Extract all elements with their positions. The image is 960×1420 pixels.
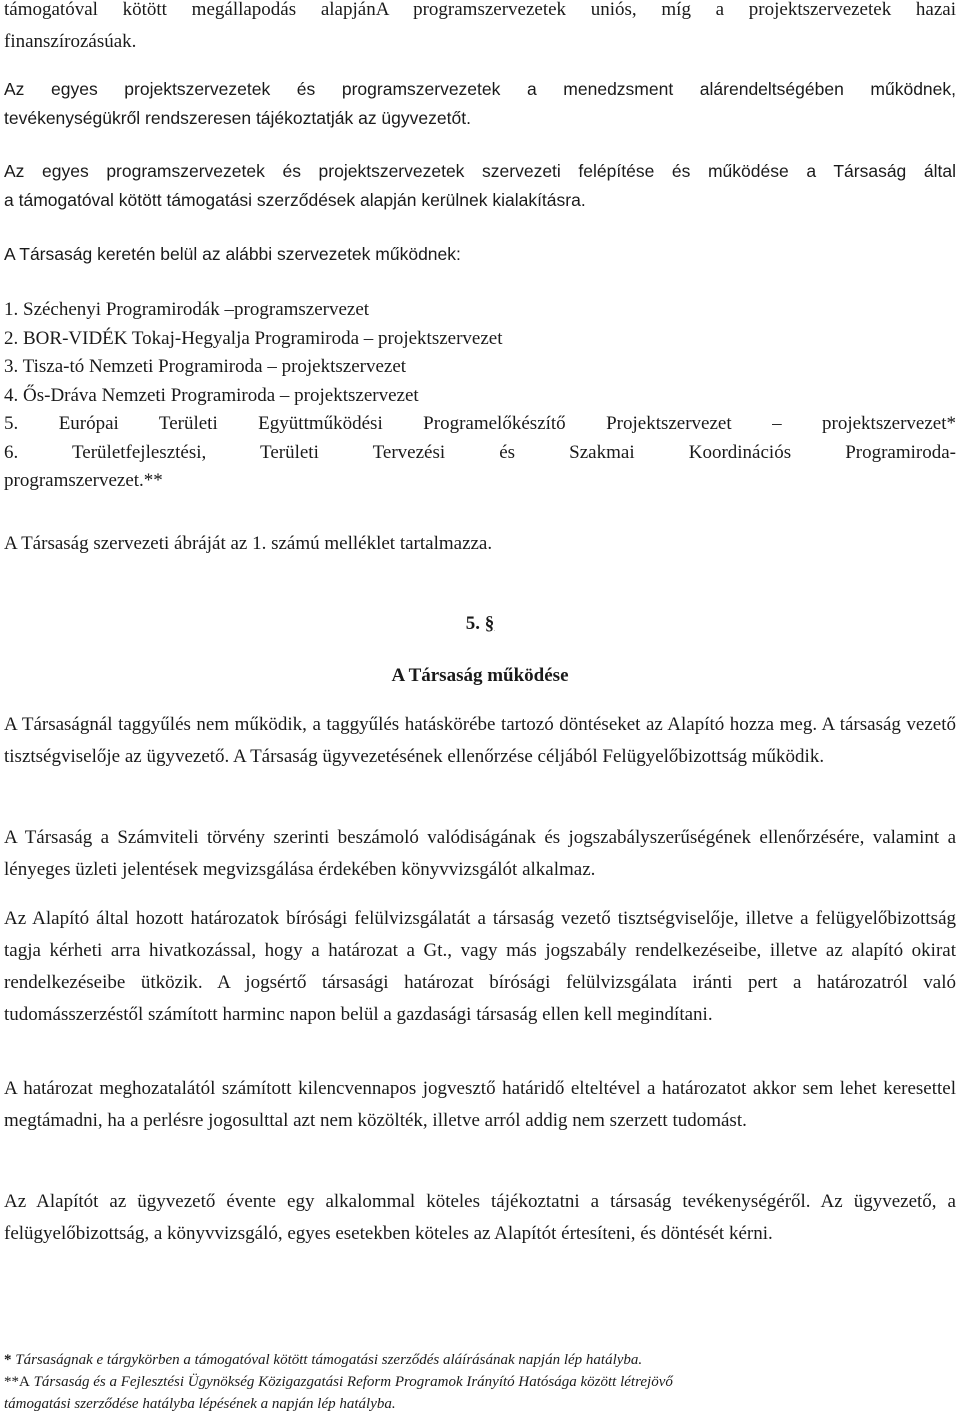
footnote-2-continuation: támogatási szerződése hatályba lépésének a napján lép hatályba.: [4, 1396, 396, 1412]
body-paragraph: A Társaság a Számviteli törvény szerinti beszámoló valódiságának és jogszabályszerűségének ellenőrzésére, valamint a lényeges üzleti jelentések megvizsgálása érdekében könyvvizsgálót alkalmaz.: [4, 827, 956, 880]
appendix-note: A Társaság szervezeti ábráját az 1. számú melléklet tartalmazza.: [4, 533, 493, 554]
footnotes: [4, 1349, 956, 1415]
management-line1: Az egyes projektszervezetek és programszervezetek a menedzsment alárendeltségében működnek,: [4, 79, 956, 99]
structure-line2: a támogatóval kötött támogatási szerződések alapján kerülnek kialakításra.: [4, 190, 586, 210]
footnote-2-text: Társaság és a Fejlesztési Ügynökség Közigazgatási Reform Programok Irányító Hatósága között létrejövő: [29, 1374, 673, 1390]
body-paragraph: Az Alapító által hozott határozatok bírósági felülvizsgálatát a társaság vezető tisztségviselője, illetve a felügyelőbizottság tagja kérheti arra hivatkozással, hogy a határozat a Gt., vagy más jogszabály rendelkezéseibe, illetve az alapító okirat rendelkezéseibe ütközik. A jogsértő társasági határozat bírósági felülvizsgálata iránti pert a határozatról való tudomásszerzéstől számított harminc napon belül a gazdasági társaság ellen kell megindítani.: [4, 908, 956, 1025]
structure-paragraph: [4, 157, 956, 215]
list-intro: A Társaság keretén belül az alábbi szervezetek működnek:: [4, 244, 461, 264]
list-item: 5. Európai Területi Együttműködési Programelőkészítő Projektszervezet – projektszervezet*: [4, 413, 956, 434]
footnote-2: [4, 1371, 956, 1393]
section-title: A Társaság működése: [391, 665, 569, 686]
organization-list: [4, 296, 956, 496]
list-item: 1. Széchenyi Programirodák –programszervezet: [4, 299, 370, 320]
footnote-2-mark: **A: [4, 1374, 30, 1390]
management-paragraph: [4, 75, 956, 133]
list-item: 3. Tisza-tó Nemzeti Programiroda – projektszervezet: [4, 356, 407, 377]
body-paragraph: Az Alapítót az ügyvezető évente egy alkalommal köteles tájékoztatni a társaság tevékenységéről. Az ügyvezető, a felügyelőbizottság, a könyvvizsgáló, egyes esetekben köteles az Alapítót értesíteni, és döntését kérni.: [4, 1191, 956, 1244]
body-paragraph: A határozat meghozatalától számított kilencvennapos jogvesztő határidő elteltével a határozatot akkor sem lehet keresettel megtámadni, ha a perlésre jogosulttal azt nem közölték, illetve arról addig nem szerzett tudomást.: [4, 1078, 956, 1131]
top-paragraph: [4, 0, 956, 58]
list-item: 2. BOR-VIDÉK Tokaj-Hegyalja Programiroda – projektszervezet: [4, 327, 503, 349]
footnote-1: [4, 1349, 956, 1371]
footnote-1-text: Társaságnak e tárgykörben a támogatóval kötött támogatási szerződés aláírásának napján lép hatályba.: [11, 1352, 643, 1368]
section-number: [4, 608, 956, 640]
top-paragraph-line2: finanszírozásúak.: [4, 31, 137, 52]
list-item-continuation: programszervezet.**: [4, 470, 163, 491]
structure-line1: Az egyes programszervezetek és projektszervezetek szervezeti felépítése és működése a Társaság által: [4, 161, 956, 181]
top-paragraph-line1: támogatóval kötött megállapodás alapjánA programszervezetek uniós, míg a projektszervezetek hazai: [4, 0, 956, 20]
management-line2: tevékenységükről rendszeresen tájékoztatják az ügyvezetőt.: [4, 108, 471, 128]
body-paragraph: A Társaságnál taggyűlés nem működik, a taggyűlés hatáskörébe tartozó döntéseket az Alapító hozza meg. A társaság vezető tisztségviselője az ügyvezető. A Társaság ügyvezetésének ellenőrzése céljából Felügyelőbizottság működik.: [4, 714, 956, 767]
list-item: 4. Ős-Dráva Nemzeti Programiroda – projektszervezet: [4, 384, 419, 406]
paragraph-mark: §: [484, 613, 495, 634]
footnote-1-mark: *: [4, 1352, 12, 1368]
list-item: 6. Területfejlesztési, Területi Tervezési és Szakmai Koordinációs Programiroda-: [4, 441, 956, 463]
section-number-value: 5.: [465, 613, 480, 634]
